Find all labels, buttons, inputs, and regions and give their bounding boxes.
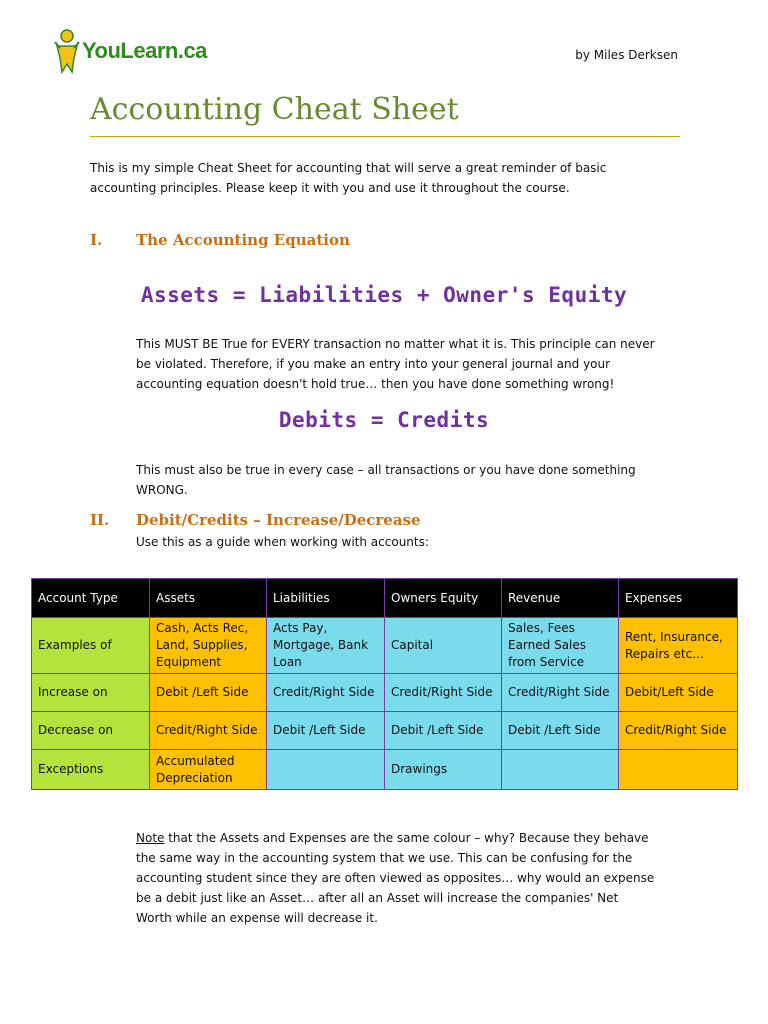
table-header-cell: Revenue bbox=[502, 579, 619, 618]
note-text: that the Assets and Expenses are the same colour – why? Because they behave the same way in the accounting system that we use. This can be confusing for the accounting student since they are often viewed as opposites… why would an expense be a debit just like an Asset… after all an Asset will increase the companies' Net Worth while an expense will decrease it. bbox=[136, 831, 655, 925]
table-row bbox=[32, 750, 738, 790]
table-cell: Debit /Left Side bbox=[150, 674, 267, 712]
table-row-label: Decrease on bbox=[32, 712, 150, 750]
section-2-number: II. bbox=[90, 511, 110, 529]
table-header-cell: Account Type bbox=[32, 579, 150, 618]
table-cell: Accumulated Depreciation bbox=[150, 750, 267, 790]
table-cell bbox=[619, 750, 738, 790]
table-row bbox=[32, 618, 738, 674]
table-cell: Credit/Right Side bbox=[150, 712, 267, 750]
table-row-label: Exceptions bbox=[32, 750, 150, 790]
table-cell: Debit /Left Side bbox=[267, 712, 385, 750]
table-cell bbox=[502, 750, 619, 790]
table-cell: Rent, Insurance, Repairs etc… bbox=[619, 618, 738, 674]
debits-credits-equation: Debits = Credits bbox=[278, 408, 490, 432]
section-2-title: Debit/Credits – Increase/Decrease bbox=[136, 511, 421, 529]
table-header-cell: Owners Equity bbox=[385, 579, 502, 618]
author-byline: by Miles Derksen bbox=[575, 48, 678, 62]
person-figure-icon bbox=[52, 28, 82, 74]
table-cell: Credit/Right Side bbox=[385, 674, 502, 712]
equation-explanation: This MUST BE True for EVERY transaction no matter what it is. This principle can never be violated. Therefore, if you make an entry into your general journal and your accounting equation doesn't hold true… then you have done something wrong! bbox=[136, 337, 655, 391]
title-divider bbox=[90, 136, 680, 137]
section-1-title: The Accounting Equation bbox=[136, 231, 350, 249]
table-row bbox=[32, 674, 738, 712]
accounting-equation: Assets = Liabilities + Owner's Equity bbox=[140, 283, 628, 307]
note-paragraph bbox=[136, 828, 656, 928]
page-title: Accounting Cheat Sheet bbox=[90, 92, 459, 127]
table-cell: Capital bbox=[385, 618, 502, 674]
youlearn-logo bbox=[52, 28, 222, 76]
table-row-label: Examples of bbox=[32, 618, 150, 674]
table-cell: Debit /Left Side bbox=[385, 712, 502, 750]
section-1-number: I. bbox=[90, 231, 103, 249]
table-cell: Credit/Right Side bbox=[619, 712, 738, 750]
table-cell: Sales, Fees Earned Sales from Service bbox=[502, 618, 619, 674]
table-cell: Cash, Acts Rec, Land, Supplies, Equipment bbox=[150, 618, 267, 674]
table-cell: Drawings bbox=[385, 750, 502, 790]
table-cell: Credit/Right Side bbox=[502, 674, 619, 712]
debit-credit-table bbox=[31, 578, 738, 790]
table-header-cell: Expenses bbox=[619, 579, 738, 618]
table-cell: Credit/Right Side bbox=[267, 674, 385, 712]
debits-credits-explanation: This must also be true in every case – all transactions or you have done something WRONG. bbox=[136, 463, 636, 497]
table-row-label: Increase on bbox=[32, 674, 150, 712]
table-cell: Acts Pay, Mortgage, Bank Loan bbox=[267, 618, 385, 674]
section-2-subtitle: Use this as a guide when working with accounts: bbox=[136, 535, 429, 549]
intro-paragraph: This is my simple Cheat Sheet for accounting that will serve a great reminder of basic accounting principles. Please keep it with you and use it throughout the course. bbox=[90, 161, 607, 195]
table-cell: Debit/Left Side bbox=[619, 674, 738, 712]
table-cell: Debit /Left Side bbox=[502, 712, 619, 750]
table-header-row bbox=[32, 579, 738, 618]
table-header-cell: Assets bbox=[150, 579, 267, 618]
table-header-cell: Liabilities bbox=[267, 579, 385, 618]
table-cell bbox=[267, 750, 385, 790]
logo-text: YouLearn.ca bbox=[82, 38, 207, 63]
note-label: Note bbox=[136, 831, 165, 845]
table-row bbox=[32, 712, 738, 750]
